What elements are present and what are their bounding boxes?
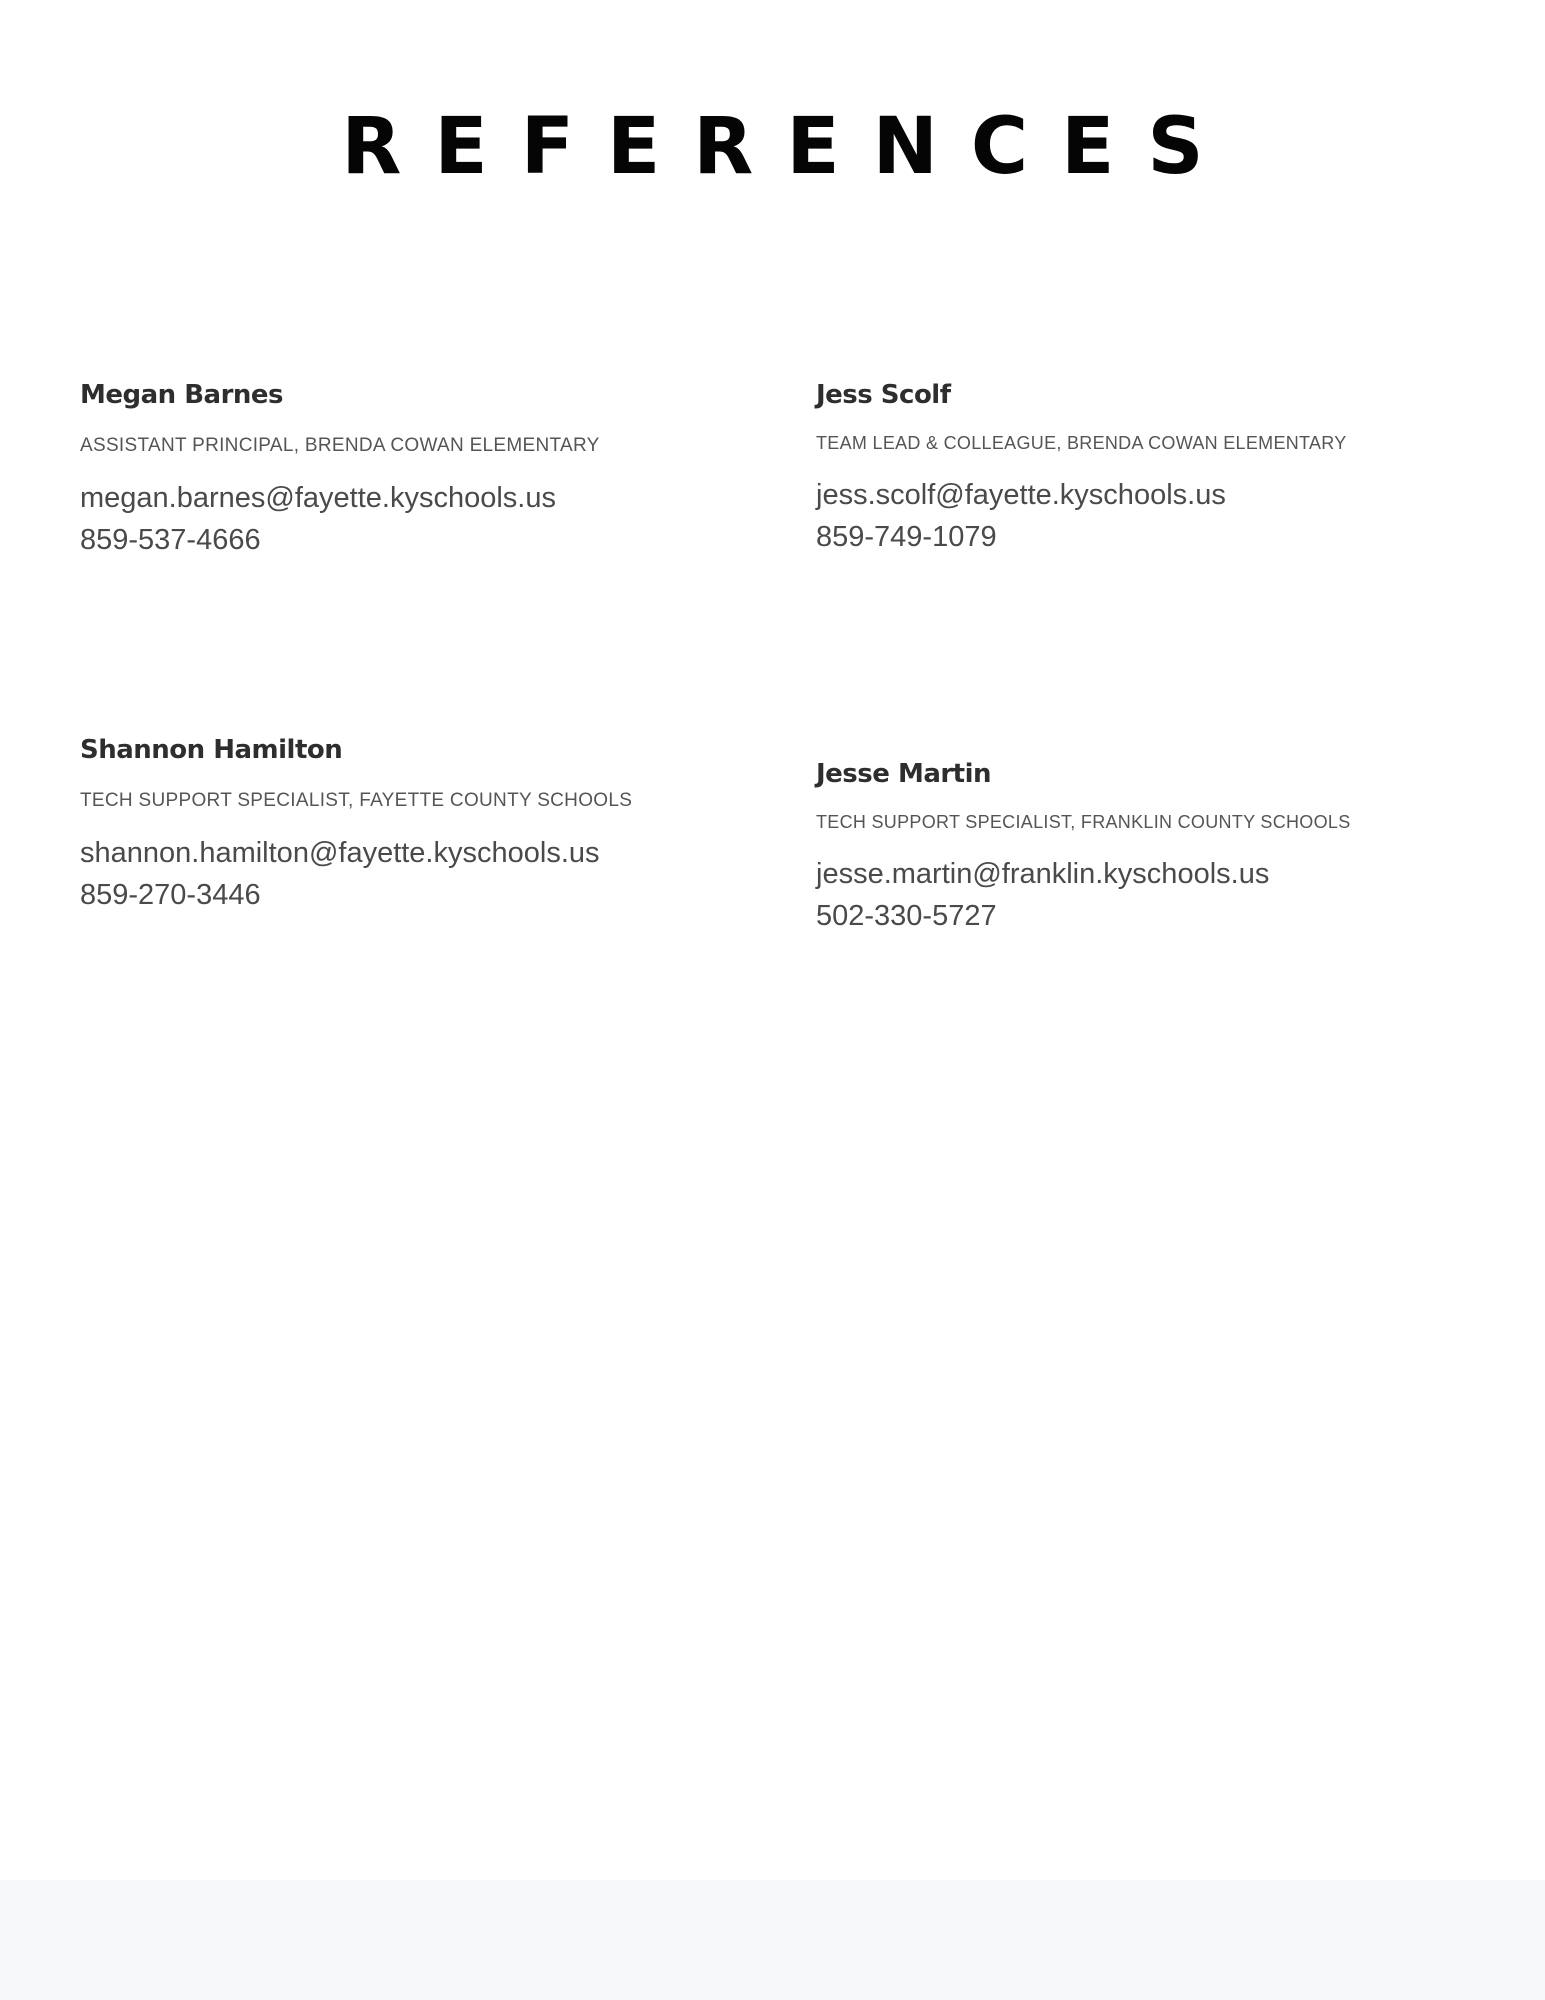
footer-band [0, 1880, 1545, 2000]
reference-card-jess-scolf [816, 382, 1516, 558]
reference-email[interactable]: jesse.martin@franklin.kyschools.us [816, 858, 1270, 890]
reference-card-megan-barnes [80, 382, 780, 561]
reference-contact [80, 832, 780, 916]
reference-email[interactable]: megan.barnes@fayette.kyschools.us [80, 482, 556, 514]
reference-email[interactable]: jess.scolf@fayette.kyschools.us [816, 479, 1226, 511]
reference-role: ASSISTANT PRINCIPAL, BRENDA COWAN ELEMENTARY [80, 435, 600, 456]
reference-email[interactable]: shannon.hamilton@fayette.kyschools.us [80, 837, 600, 869]
reference-phone: 859-270-3446 [80, 879, 261, 911]
reference-phone: 859-749-1079 [816, 521, 997, 553]
reference-name: Megan Barnes [80, 380, 284, 410]
reference-contact [816, 474, 1516, 558]
page-title: REFERENCES [341, 102, 1237, 192]
reference-name: Shannon Hamilton [80, 735, 343, 765]
reference-role: TEAM LEAD & COLLEAGUE, BRENDA COWAN ELEMENTARY [816, 433, 1347, 453]
reference-phone: 859-537-4666 [80, 524, 261, 556]
reference-name: Jesse Martin [816, 759, 992, 789]
reference-role: TECH SUPPORT SPECIALIST, FRANKLIN COUNTY SCHOOLS [816, 812, 1351, 832]
reference-phone: 502-330-5727 [816, 900, 997, 932]
reference-name: Jess Scolf [816, 380, 951, 410]
reference-card-shannon-hamilton [80, 737, 780, 916]
reference-card-jesse-martin [816, 761, 1516, 937]
reference-role: TECH SUPPORT SPECIALIST, FAYETTE COUNTY SCHOOLS [80, 790, 633, 811]
reference-contact [816, 853, 1516, 937]
reference-contact [80, 477, 780, 561]
